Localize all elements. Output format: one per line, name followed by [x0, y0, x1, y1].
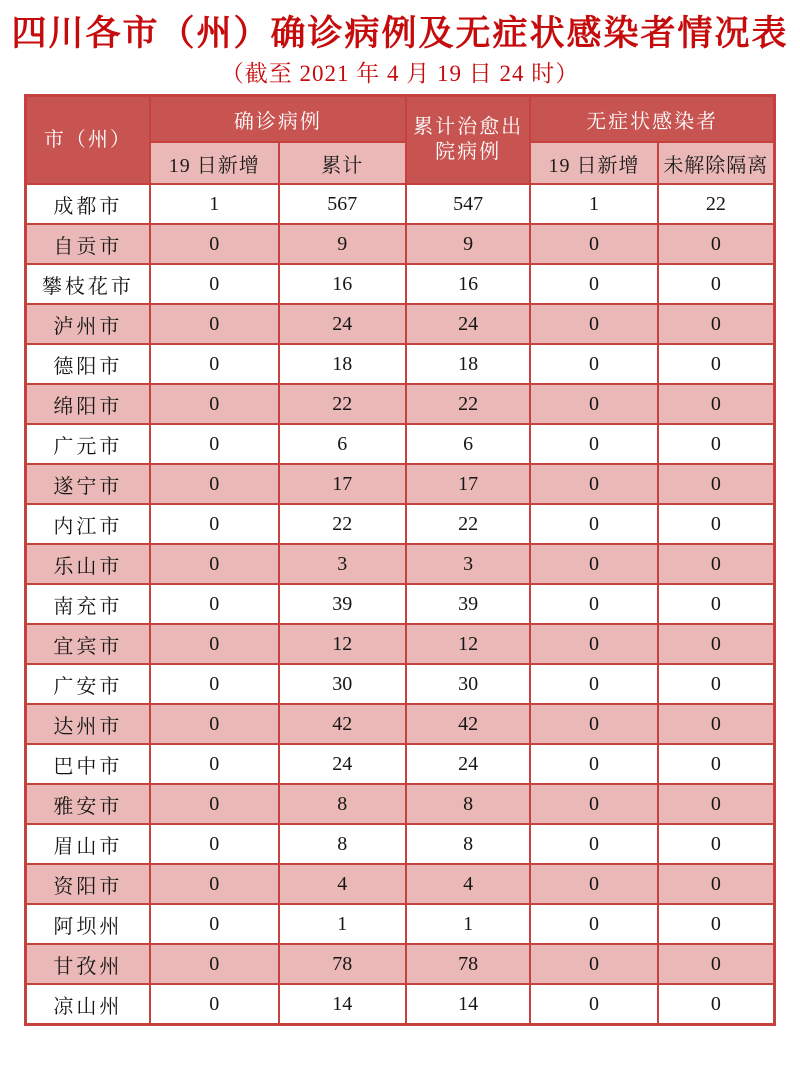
value-cell: 9 [406, 224, 530, 264]
value-cell: 0 [150, 424, 279, 464]
value-cell: 24 [406, 304, 530, 344]
value-cell: 0 [530, 224, 657, 264]
city-cell: 内江市 [26, 504, 150, 544]
value-cell: 16 [406, 264, 530, 304]
table-row [26, 224, 775, 264]
value-cell: 0 [658, 384, 775, 424]
table-row [26, 744, 775, 784]
value-cell: 0 [530, 704, 657, 744]
value-cell: 24 [279, 304, 406, 344]
value-cell: 0 [658, 624, 775, 664]
city-cell: 雅安市 [26, 784, 150, 824]
header-city-column: 市（州） [26, 96, 150, 185]
value-cell: 0 [530, 944, 657, 984]
value-cell: 0 [530, 984, 657, 1025]
value-cell: 22 [406, 384, 530, 424]
value-cell: 42 [406, 704, 530, 744]
value-cell: 0 [530, 424, 657, 464]
value-cell: 0 [658, 824, 775, 864]
table-row [26, 504, 775, 544]
value-cell: 0 [530, 864, 657, 904]
value-cell: 0 [658, 304, 775, 344]
value-cell: 78 [406, 944, 530, 984]
value-cell: 0 [150, 344, 279, 384]
value-cell: 17 [406, 464, 530, 504]
value-cell: 18 [279, 344, 406, 384]
city-cell: 德阳市 [26, 344, 150, 384]
city-cell: 遂宁市 [26, 464, 150, 504]
value-cell: 30 [406, 664, 530, 704]
value-cell: 1 [530, 184, 657, 224]
value-cell: 0 [530, 264, 657, 304]
value-cell: 24 [406, 744, 530, 784]
city-cell: 甘孜州 [26, 944, 150, 984]
value-cell: 0 [658, 744, 775, 784]
header-confirmed-group: 确诊病例 [150, 96, 406, 143]
value-cell: 547 [406, 184, 530, 224]
value-cell: 8 [279, 824, 406, 864]
value-cell: 4 [279, 864, 406, 904]
value-cell: 24 [279, 744, 406, 784]
value-cell: 3 [279, 544, 406, 584]
value-cell: 0 [530, 544, 657, 584]
value-cell: 0 [530, 664, 657, 704]
value-cell: 78 [279, 944, 406, 984]
city-cell: 眉山市 [26, 824, 150, 864]
value-cell: 0 [658, 984, 775, 1025]
value-cell: 0 [150, 384, 279, 424]
value-cell: 39 [406, 584, 530, 624]
value-cell: 0 [150, 304, 279, 344]
value-cell: 22 [406, 504, 530, 544]
header-asymptomatic-quarantine: 未解除隔离 [658, 142, 775, 184]
value-cell: 567 [279, 184, 406, 224]
value-cell: 0 [530, 784, 657, 824]
value-cell: 0 [658, 224, 775, 264]
value-cell: 9 [279, 224, 406, 264]
value-cell: 0 [658, 904, 775, 944]
value-cell: 0 [658, 664, 775, 704]
value-cell: 6 [279, 424, 406, 464]
table-row [26, 384, 775, 424]
header-asymptomatic-new: 19 日新增 [530, 142, 657, 184]
city-cell: 成都市 [26, 184, 150, 224]
value-cell: 16 [279, 264, 406, 304]
table-row [26, 664, 775, 704]
value-cell: 0 [658, 704, 775, 744]
table-row [26, 624, 775, 664]
value-cell: 12 [279, 624, 406, 664]
value-cell: 0 [150, 264, 279, 304]
page-title: 四川各市（州）确诊病例及无症状感染者情况表 [11, 14, 789, 53]
table-row [26, 944, 775, 984]
table-header [26, 96, 775, 185]
value-cell: 0 [530, 904, 657, 944]
table-row [26, 704, 775, 744]
value-cell: 0 [150, 704, 279, 744]
value-cell: 1 [150, 184, 279, 224]
value-cell: 0 [658, 544, 775, 584]
value-cell: 0 [150, 464, 279, 504]
city-cell: 广元市 [26, 424, 150, 464]
city-cell: 攀枝花市 [26, 264, 150, 304]
value-cell: 42 [279, 704, 406, 744]
value-cell: 14 [279, 984, 406, 1025]
value-cell: 0 [530, 464, 657, 504]
value-cell: 8 [279, 784, 406, 824]
value-cell: 0 [658, 264, 775, 304]
table-row [26, 184, 775, 224]
city-cell: 阿坝州 [26, 904, 150, 944]
value-cell: 0 [150, 784, 279, 824]
value-cell: 8 [406, 824, 530, 864]
value-cell: 0 [530, 744, 657, 784]
header-asymptomatic-group: 无症状感染者 [530, 96, 774, 143]
header-confirmed-new: 19 日新增 [150, 142, 279, 184]
value-cell: 0 [658, 864, 775, 904]
value-cell: 0 [530, 824, 657, 864]
value-cell: 0 [150, 904, 279, 944]
value-cell: 0 [658, 344, 775, 384]
table-row [26, 864, 775, 904]
value-cell: 0 [150, 664, 279, 704]
value-cell: 1 [279, 904, 406, 944]
value-cell: 0 [150, 224, 279, 264]
value-cell: 0 [150, 544, 279, 584]
city-cell: 泸州市 [26, 304, 150, 344]
value-cell: 0 [658, 784, 775, 824]
value-cell: 3 [406, 544, 530, 584]
value-cell: 18 [406, 344, 530, 384]
value-cell: 0 [530, 384, 657, 424]
value-cell: 0 [658, 464, 775, 504]
city-cell: 达州市 [26, 704, 150, 744]
value-cell: 1 [406, 904, 530, 944]
table-row [26, 784, 775, 824]
city-cell: 广安市 [26, 664, 150, 704]
city-cell: 资阳市 [26, 864, 150, 904]
value-cell: 0 [658, 424, 775, 464]
value-cell: 0 [150, 824, 279, 864]
value-cell: 4 [406, 864, 530, 904]
value-cell: 6 [406, 424, 530, 464]
value-cell: 0 [150, 984, 279, 1025]
value-cell: 0 [658, 584, 775, 624]
value-cell: 8 [406, 784, 530, 824]
table-body [26, 184, 775, 1025]
table-row [26, 904, 775, 944]
value-cell: 0 [150, 944, 279, 984]
table-row [26, 584, 775, 624]
table-row [26, 984, 775, 1025]
table-row [26, 344, 775, 384]
value-cell: 22 [279, 504, 406, 544]
value-cell: 0 [150, 744, 279, 784]
value-cell: 22 [279, 384, 406, 424]
value-cell: 0 [530, 304, 657, 344]
value-cell: 0 [530, 584, 657, 624]
table-row [26, 264, 775, 304]
value-cell: 0 [530, 624, 657, 664]
city-cell: 乐山市 [26, 544, 150, 584]
table-row [26, 424, 775, 464]
value-cell: 0 [150, 624, 279, 664]
header-group-row [26, 96, 775, 143]
value-cell: 0 [658, 944, 775, 984]
value-cell: 30 [279, 664, 406, 704]
value-cell: 0 [150, 504, 279, 544]
table-row [26, 304, 775, 344]
value-cell: 12 [406, 624, 530, 664]
city-cell: 宜宾市 [26, 624, 150, 664]
table-row [26, 544, 775, 584]
header-confirmed-total: 累计 [279, 142, 406, 184]
value-cell: 0 [530, 344, 657, 384]
table-row [26, 824, 775, 864]
city-cell: 自贡市 [26, 224, 150, 264]
city-cell: 绵阳市 [26, 384, 150, 424]
covid-stats-table [24, 94, 776, 1026]
value-cell: 0 [150, 584, 279, 624]
value-cell: 39 [279, 584, 406, 624]
page-subtitle: （截至 2021 年 4 月 19 日 24 时） [220, 61, 580, 86]
value-cell: 14 [406, 984, 530, 1025]
value-cell: 0 [658, 504, 775, 544]
city-cell: 南充市 [26, 584, 150, 624]
header-cured-column: 累计治愈出院病例 [406, 96, 530, 185]
city-cell: 巴中市 [26, 744, 150, 784]
value-cell: 0 [150, 864, 279, 904]
city-cell: 凉山州 [26, 984, 150, 1025]
value-cell: 22 [658, 184, 775, 224]
value-cell: 0 [530, 504, 657, 544]
table-row [26, 464, 775, 504]
value-cell: 17 [279, 464, 406, 504]
